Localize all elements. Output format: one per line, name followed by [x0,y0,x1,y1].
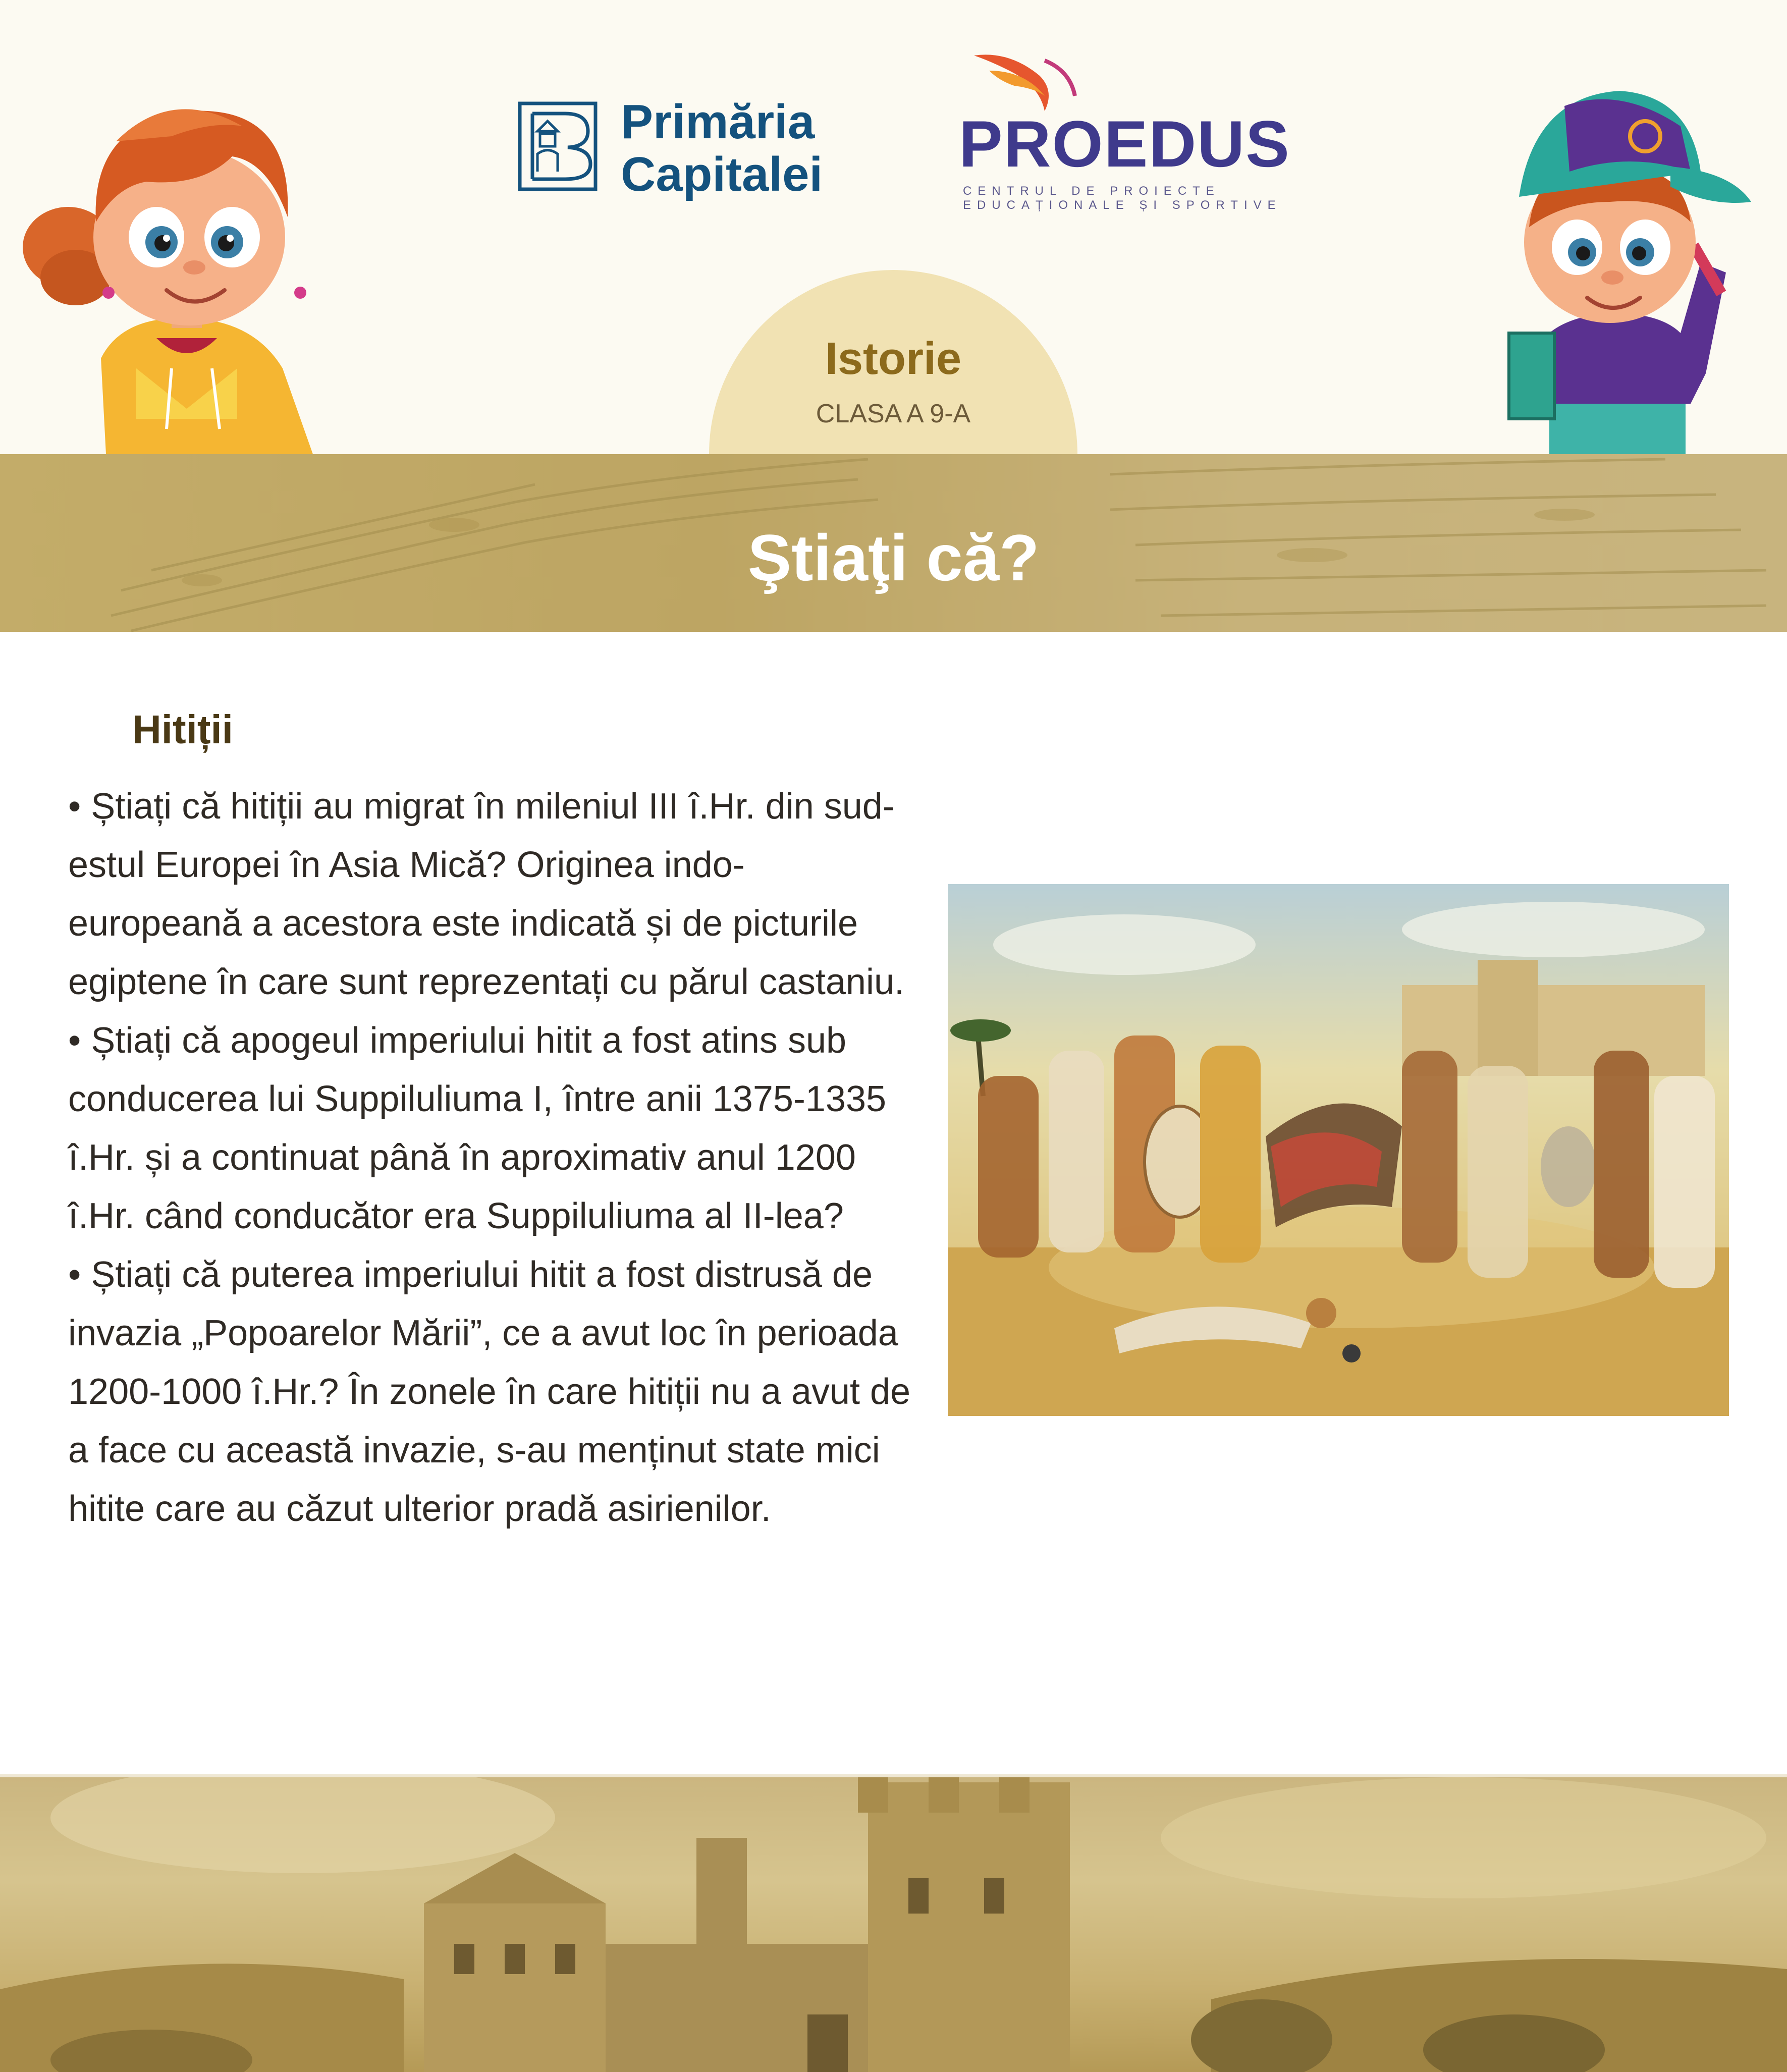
proedus-tagline-2: EDUCAȚIONALE ȘI SPORTIVE [963,198,1282,212]
proedus-wordmark: PROEDUS [959,107,1290,181]
castle-landscape-image [0,1777,1787,2072]
subject-title: Istorie [825,334,962,384]
boy-mascot-illustration [1489,50,1751,454]
fact-paragraph-3: • Știați că puterea imperiului hitit a fost distrusă de invazia „Popoarelor Mării”, ce a avut loc în perioada 1200-1000 î.Hr.? În zonele în care hitiții nu a avut de a face cu această invazie, s-au menținut state mici hitite care au căzut ulterior pradă asirienilor. [68,1255,911,1529]
section-heading: Hitiții [132,707,233,752]
footer-castle-image [0,1777,1787,2072]
banner-title: Ştiaţi că? [747,521,1040,594]
girl-mascot-illustration [20,56,343,454]
article-body [68,777,916,1538]
primaria-building-b-icon [517,101,598,192]
battle-painting-image [948,884,1729,1416]
proedus-logo [959,50,1290,212]
primaria-capitalei-name: Primăria Capitalei [621,95,823,201]
grade-label: CLASA A 9-A [816,399,971,428]
page-header [0,0,1787,454]
fact-paragraph-2: • Știați că apogeul imperiului hitit a fost atins sub conducerea lui Suppiluliuma I, între anii 1375-1335 î.Hr. și a continuat până în aproximativ anul 1200 î.Hr. când conducător era Suppiluliuma al II-lea? [68,1020,887,1236]
proedus-tagline-1: CENTRUL DE PROIECTE [963,184,1220,198]
fact-paragraph-1: • Știați că hitiții au migrat în mileniul III î.Hr. din sud-estul Europei în Asia Mică? Originea indo-europeană a acestora este indicată și de picturile egiptene în care sunt reprezentați cu părul castaniu. [68,786,905,1002]
primaria-capitalei-logo [517,95,850,201]
